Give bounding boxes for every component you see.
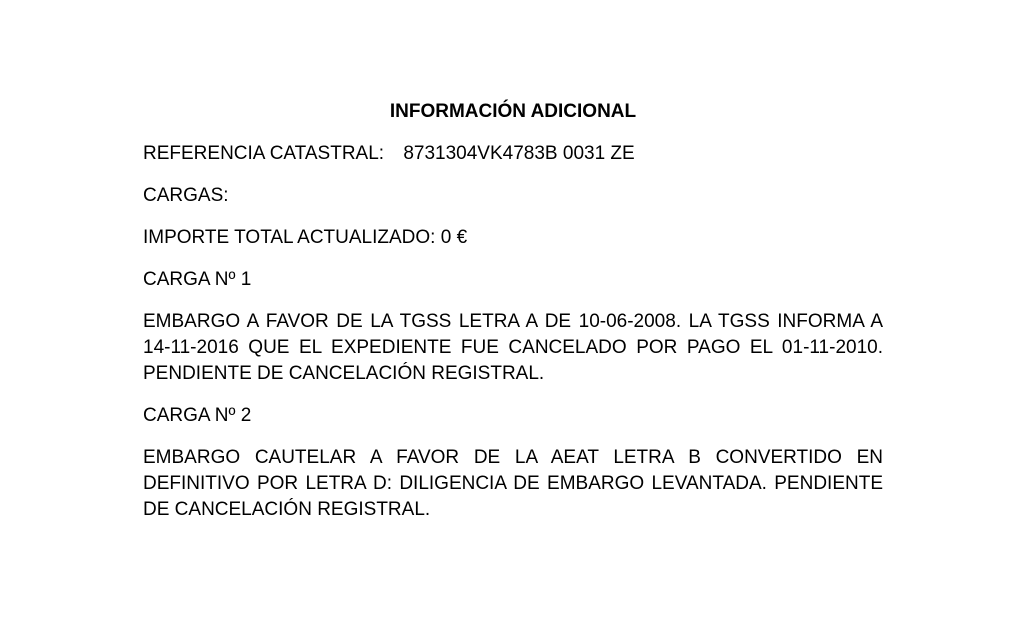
importe-total-value: 0 €	[440, 227, 468, 248]
referencia-catastral-line	[143, 141, 883, 167]
referencia-catastral-value: 8731304VK4783B 0031 ZE	[403, 143, 635, 164]
carga-1-text: EMBARGO A FAVOR DE LA TGSS LETRA A DE 10-06-2008. LA TGSS INFORMA A 14-11-2016 QUE EL EXPEDIENTE FUE CANCELADO POR PAGO EL 01-11-2010. PENDIENTE DE CANCELACIÓN REGISTRAL.	[143, 311, 883, 384]
document-title: INFORMACIÓN ADICIONAL	[389, 101, 637, 122]
carga-1-heading: CARGA Nº 1	[143, 269, 252, 290]
importe-total-label: IMPORTE TOTAL ACTUALIZADO:	[143, 227, 436, 248]
cargas-heading: CARGAS:	[143, 185, 229, 206]
importe-total-line	[143, 225, 883, 251]
carga-2-heading: CARGA Nº 2	[143, 405, 252, 426]
carga-2-text: EMBARGO CAUTELAR A FAVOR DE LA AEAT LETRA B CONVERTIDO EN DEFINITIVO POR LETRA D: DILIGENCIA DE EMBARGO LEVANTADA. PENDIENTE DE CANCELACIÓN REGISTRAL.	[143, 447, 883, 520]
referencia-catastral-label: REFERENCIA CATASTRAL:	[143, 143, 385, 164]
